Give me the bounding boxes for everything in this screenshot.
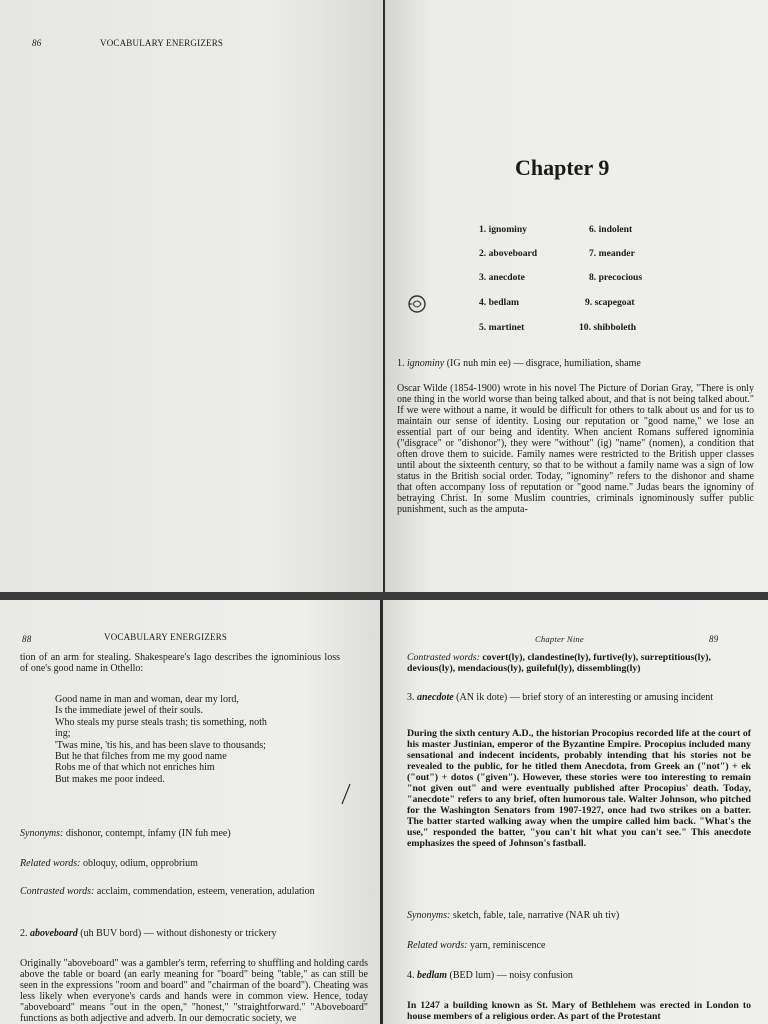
spread-divider [0,592,768,600]
entry-4-paragraph: In 1247 a building known as St. Mary of Bethlehem was erected in London to house members of a religious order. As part of the Protestant [407,1000,751,1022]
page-86 [0,0,383,592]
word-list-item: 7. meander [589,248,635,259]
page-88 [0,600,380,1024]
page-number: 89 [709,634,719,644]
synonyms-line: Synonyms: dishonor, contempt, infamy (IN fuh mee) [20,828,231,839]
word-list-item: 5. martinet [479,322,525,333]
word-list-item: 3. anecdote [479,272,525,283]
word-list-item: 1. ignominy [479,224,527,235]
page-number: 88 [22,634,32,644]
running-head: VOCABULARY ENERGIZERS [100,38,224,48]
continuation-text: tion of an arm for stealing. Shakespeare's Iago describes the ignominious loss of one's good name in Othello: [20,652,340,674]
entry-1-def-text: (IG nuh min ee) — disgrace, humiliation, shame [446,358,641,369]
word-list-item: 10. shibboleth [579,322,637,333]
related-words-line: Related words: obloquy, odium, opprobrium [20,858,198,869]
entry-2-paragraph: Originally "aboveboard" was a gambler's term, referring to shuffling and holding cards above the table or board (an early meaning for "board" being "table," as can still be seen in the expressions "room and board" and "chairman of the board"). Cheating was less likely when everyone's cards and hands were in common view. Hence, today "aboveboard" means "out in the open," "honest," "straightforward." "Aboveboard" functions as both adjective and adverb. In our democratic society, we [20,958,368,1024]
entry-4-definition: 4. bedlam (BED lum) — noisy confusion [407,970,573,981]
entry-1-definition: 1. ignominy (IG nuh min ee) — disgrace, humiliation, shame [397,358,641,369]
chapter-9-page [385,0,768,592]
page-89 [383,600,768,1024]
entry-3-definition: 3. anecdote (AN ik dote) — brief story of an interesting or amusing incident [407,692,714,703]
contrasted-words-line: Contrasted words: acclaim, commendation, esteem, veneration, adulation [20,886,315,897]
word-list-item: 9. scapegoat [585,297,635,308]
synonyms-line: Synonyms: sketch, fable, tale, narrative (NAR uh tiv) [407,910,620,921]
entry-2-definition: 2. aboveboard (uh BUV bord) — without dishonesty or trickery [20,928,277,939]
word-list-item: 2. aboveboard [479,248,538,259]
pencil-slash-mark [338,782,354,806]
word-list-item: 6. indolent [589,224,633,235]
handwritten-mark-icon [405,292,429,316]
othello-quote: Good name in man and woman, dear my lord, Is the immediate jewel of their souls. Who steals my purse steals trash; tis something, noth ing; 'Twas mine, 'tis his, and has been slave to thousands; But he that filches from me my good name Robs me of that which not enriches him But makes me poor indeed. [55,694,267,785]
running-head: Chapter Nine [535,634,584,644]
entry-1-word: ignominy [407,358,445,369]
entry-3-paragraph: During the sixth century A.D., the historian Procopius recorded life at the court of his master Justinian, emperor of the Byzantine Empire. Procopius included many sensational and indecent incidents, probably intending that his stories not be revealed to the public, for he titled them Anecdota, from Greek an ("not") + ek ("out") + dotos ("given"). However, these stories were too interesting to remain "not given out" and were eventually published after Procopius' death. Today, "anecdote" refers to any brief, often humorous tale. Walter Johnson, who pitched for the Washington Senators from 1907-1927, once had two strikes on a batter. The batter started walking away when the umpire called him back. "What's the use," responded the batter, "you can't hit what you can't see." This anecdote emphasizes the speed of Johnson's fastball. [407,728,751,849]
contrasted-words-line: Contrasted words: covert(ly), clandestine(ly), furtive(ly), surreptitious(ly), devious(ly), mendacious(ly), guileful(ly), dissembling(ly) [407,652,711,674]
entry-1-paragraph: Oscar Wilde (1854-1900) wrote in his novel The Picture of Dorian Gray, "There is only one thing in the world worse than being talked about, and that is not being talked about." If we were without a name, it would be difficult for others to talk about us and for us to maintain our sense of identity. Losing our reputation or "good name," we lose an essential part of our being and identity. When ancient Romans suffered ignominia ("disgrace" or "dishonor"), they were "without" (ig) "name" (nomen), a condition that often drove them to suicide. Family names were restricted to the British upper classes until about the sixteenth century, so that to be without a family name was a sign of low status in the British social order. Today, "ignominy" refers to the dishonor and shame that often accompany loss of reputation or "good name." Judas bears the ignominy of betraying Christ. In some Muslim countries, criminals ignominously suffer public punishment, such as the amputa- [397,383,754,515]
running-head: VOCABULARY ENERGIZERS [104,632,228,642]
page-number: 86 [32,38,42,48]
word-list-item: 4. bedlam [479,297,519,308]
chapter-title: Chapter 9 [515,155,610,180]
word-list-item: 8. precocious [589,272,643,283]
related-words-line: Related words: yarn, reminiscence [407,940,546,951]
